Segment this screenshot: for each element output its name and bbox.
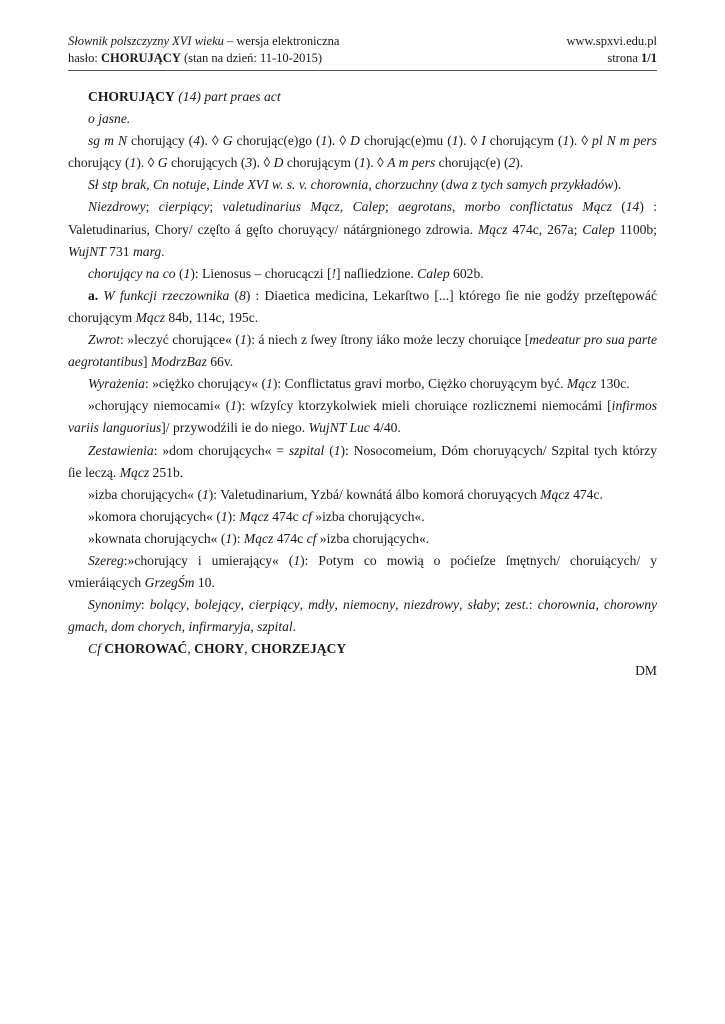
text-run: ): Potym co mowią o poćieſze ſmętnych/ choruiących/ y vmieráiących <box>68 552 657 591</box>
text-run: niezdrowy <box>403 597 460 613</box>
text-run: infirmaryja <box>188 619 251 635</box>
text-run: 1 <box>183 265 191 281</box>
zestawienia-section <box>68 440 657 484</box>
text-run: chorując(e)mu ( <box>359 133 452 149</box>
text-run: Zwrot <box>88 332 120 348</box>
usage-count: (14) <box>178 89 201 104</box>
text-run: cf <box>306 530 317 546</box>
text-run: ] <box>143 354 151 370</box>
text-run: chorujących ( <box>167 155 246 171</box>
text-run: ): wſzyſcy ktorzykolwiek mieli choruiące rozlicznemi niemocámi [ <box>236 398 612 414</box>
text-run: morbo conflictatus Mącz <box>464 199 612 215</box>
grammar-tag: part praes act <box>204 89 281 104</box>
text-run: ). ◊ <box>365 155 388 171</box>
text-run: Sł stp brak <box>88 177 147 193</box>
text-run: szpital <box>257 619 293 635</box>
text-run: ). ◊ <box>136 155 158 171</box>
text-run: ). <box>613 177 622 193</box>
text-run: I <box>481 133 486 149</box>
text-run: chorującym ( <box>283 155 359 171</box>
text-run: 1 <box>230 398 237 414</box>
text-run: ) : Valetudinarius, Chory/ częſto á gęſto choruyący/ nátárgnionego zdrowia. <box>68 199 657 237</box>
phonetic-note: o jasne. <box>88 111 131 127</box>
text-run: , <box>187 641 195 657</box>
text-run: ModrzBaz <box>150 354 207 370</box>
text-run: CHORZEJĄCY <box>251 641 347 657</box>
text-run: medeatur pro sua parte aegrotantibus <box>68 332 657 370</box>
text-run: Synonimy <box>88 597 141 613</box>
text-run: pl N m pers <box>592 133 657 149</box>
text-run: ). ◊ <box>252 155 274 171</box>
text-run: »izba chorujących«. <box>311 508 425 524</box>
text-run: chorującym ( <box>485 133 563 149</box>
text-run: cierpiący <box>158 199 210 215</box>
text-run: , <box>339 199 353 215</box>
phrase-usage <box>68 263 657 285</box>
text-run: chorując(e)go ( <box>232 133 321 149</box>
text-run: niemocny <box>343 597 396 613</box>
text-run: , <box>250 619 258 635</box>
text-run: »komora chorujących« ( <box>88 508 221 524</box>
zwrot-section <box>68 329 657 373</box>
text-run: 1 <box>220 508 228 524</box>
text-run: »izba chorujących«. <box>316 530 430 546</box>
text-run: ). <box>515 155 524 171</box>
text-run: Mącz <box>477 221 508 237</box>
text-run: Linde XVI w. s. v. chorownia <box>213 177 369 193</box>
text-run: ; <box>209 199 223 215</box>
text-run: , <box>299 597 309 613</box>
text-run: chorując(e) ( <box>435 155 509 171</box>
text-run: »chorujący niemocami« ( <box>88 398 231 414</box>
text-run: 8 <box>239 287 246 303</box>
text-run: ; <box>145 199 159 215</box>
text-run: Mącz <box>540 486 570 502</box>
text-run: 1 <box>239 332 247 348</box>
text-run: ): á niech z ſwey ſtrony iáko może leczy choruiące [ <box>246 332 530 348</box>
text-run: W funkcji rzeczownika <box>103 287 230 303</box>
text-run: 130c. <box>596 376 630 392</box>
text-run: 602b. <box>449 265 484 281</box>
text-run: 4 <box>193 133 200 149</box>
text-run: A m pers <box>387 155 436 171</box>
text-run: ): Lienosus – chorucączi [ <box>190 265 332 281</box>
text-run: ). ◊ <box>569 133 593 149</box>
text-run: 4/40. <box>369 420 401 436</box>
header-divider <box>68 70 657 71</box>
text-run: CHORY <box>194 641 245 657</box>
text-run: , <box>395 597 404 613</box>
entry-body <box>68 86 657 683</box>
text-run: Szereg <box>88 552 124 568</box>
text-run: »kownata chorujących« ( <box>88 530 226 546</box>
text-run: : <box>140 597 150 613</box>
text-run: słaby <box>467 597 497 613</box>
text-run: 1 <box>266 376 273 392</box>
text-run: WujNT <box>68 243 106 259</box>
text-run: ] naſliedzione. <box>336 265 418 281</box>
text-run: CHOROWAĆ <box>104 641 188 657</box>
text-run: ( <box>611 199 626 215</box>
text-run: ). ◊ <box>200 133 223 149</box>
text-run: G <box>222 133 233 149</box>
izba-entry <box>68 484 657 506</box>
text-run: 66v. <box>206 354 234 370</box>
text-run: Calep <box>582 221 615 237</box>
synonyms-section <box>68 594 657 638</box>
text-run: 1100b; <box>614 221 657 237</box>
entry-status: hasło: CHORUJĄCY (stan na dzień: 11-10-2015) <box>68 51 323 65</box>
text-run: ( <box>324 442 334 458</box>
entry-headword-line <box>68 86 657 108</box>
text-run: ( <box>175 265 184 281</box>
szereg-section <box>68 550 657 594</box>
text-run: ; <box>496 597 506 613</box>
sense-a <box>68 285 657 329</box>
meaning-definition <box>68 196 657 262</box>
text-run: 10. <box>194 575 215 591</box>
wyrazenia-section <box>68 373 657 395</box>
inflection-forms <box>68 130 657 174</box>
text-run: chorownia <box>537 597 596 613</box>
text-run: , <box>244 641 252 657</box>
text-run: »izba chorujących« ( <box>88 486 202 502</box>
text-run: bolejący <box>194 597 241 613</box>
text-run: Cn notuje <box>152 177 207 193</box>
text-run: 1 <box>333 442 341 458</box>
text-run: ). ◊ <box>458 133 482 149</box>
text-run: 731 <box>105 243 133 259</box>
text-run: , <box>181 619 189 635</box>
text-run: . <box>292 619 297 635</box>
text-run: ( <box>229 287 240 303</box>
text-run: chorowny gmach <box>68 597 658 635</box>
text-run: bolący <box>149 597 186 613</box>
text-run: , <box>452 199 465 215</box>
text-run: 1 <box>562 133 570 149</box>
text-run: dwa z tych samych przykładów <box>445 177 614 193</box>
text-run: Cf <box>88 641 101 657</box>
text-run: 1 <box>201 486 209 502</box>
text-run: ). ◊ <box>327 133 351 149</box>
text-run: a. <box>88 287 99 303</box>
text-run: 84b, 114c, 195c. <box>165 309 259 325</box>
text-run: 251b. <box>149 464 184 480</box>
text-run: : »dom chorujących« = <box>153 442 289 458</box>
dictionary-title: Słownik polszczyzny XVI wieku – wersja elektroniczna <box>68 34 340 48</box>
text-run: Niezdrowy <box>88 199 146 215</box>
text-run: aegrotans <box>398 199 453 215</box>
text-run: Calep <box>352 199 386 215</box>
text-run: ): <box>227 508 240 524</box>
text-run: 1 <box>451 133 459 149</box>
text-run: , <box>368 177 376 193</box>
text-run: szpital <box>288 442 325 458</box>
text-run: , <box>459 597 468 613</box>
cross-reference <box>68 638 657 660</box>
text-run: ( <box>437 177 446 193</box>
text-run: cierpiący <box>249 597 300 613</box>
text-run: , <box>185 597 195 613</box>
text-run: , <box>595 597 604 613</box>
text-run: Zestawienia <box>88 442 154 458</box>
text-run: GrzegŚm <box>144 575 195 591</box>
text-run: sg m N <box>88 133 128 149</box>
text-run: ): Valetudinarium, Yzbá/ kownátá álbo komorá choruyących <box>208 486 541 502</box>
text-run: Calep <box>417 265 450 281</box>
text-run: , <box>334 597 344 613</box>
text-run: ; <box>385 199 399 215</box>
text-run: WujNT Luc <box>308 420 370 436</box>
text-run: : »leczyć chorujące« ( <box>120 332 240 348</box>
text-run: zest. <box>505 597 529 613</box>
text-run: mdły <box>308 597 335 613</box>
text-run: 14 <box>625 199 640 215</box>
text-run: , <box>146 177 153 193</box>
text-run: chorzuchny <box>375 177 438 193</box>
text-run: valetudinarius Mącz <box>222 199 340 215</box>
page-number: strona 1/1 <box>607 51 657 65</box>
text-run: ) : Diaetica medicina, Lekarſtwo [...] którego ſie nie godźy przeſtępowáć chorującym <box>68 287 657 325</box>
text-run: Mącz <box>243 530 274 546</box>
text-run: 474c, 267a; <box>507 221 583 237</box>
text-run: dom chorych <box>111 619 182 635</box>
source-notes <box>68 174 657 196</box>
text-run: ): <box>232 530 244 546</box>
text-run: D <box>350 133 360 149</box>
text-run: G <box>157 155 168 171</box>
text-run: chorujący ( <box>68 155 130 171</box>
text-run: 474c. <box>569 486 603 502</box>
text-run: ! <box>331 265 337 281</box>
text-run: Mącz <box>119 464 150 480</box>
text-run: . <box>161 243 165 259</box>
text-run: : <box>528 597 538 613</box>
text-run: 1 <box>293 552 301 568</box>
page-header <box>68 33 657 71</box>
text-run: D <box>273 155 284 171</box>
text-run: chorujący na co <box>88 265 176 281</box>
text-run: chorujący ( <box>127 133 194 149</box>
text-run: Mącz <box>239 508 269 524</box>
text-run: marg <box>132 243 162 259</box>
wyrazenia-niemocami <box>68 395 657 439</box>
text-run: 1 <box>129 155 137 171</box>
text-run: 474c <box>268 508 303 524</box>
text-run: :»chorujący i umierający« ( <box>123 552 294 568</box>
text-run: Mącz <box>566 376 597 392</box>
text-run: ): Nosocomeium, Dóm choruyących/ Szpital tych którzy ſie leczą. <box>68 442 657 480</box>
text-run: 2 <box>508 155 516 171</box>
text-run: , <box>104 619 112 635</box>
text-run: Wyrażenia <box>88 376 145 392</box>
text-run: infirmos variis languorius <box>68 398 657 436</box>
site-url[interactable]: www.spxvi.edu.pl <box>566 34 657 48</box>
headword: CHORUJĄCY <box>88 89 175 104</box>
text-run: 1 <box>320 133 328 149</box>
text-run: ): Conflictatus gravi morbo, Ciężko choruyącym być. <box>272 376 567 392</box>
text-run: ]/ przywodźili ie do niego. <box>161 420 309 436</box>
text-run: , <box>206 177 213 193</box>
text-run: 474c <box>273 530 307 546</box>
text-run: : »ciężko chorujący« ( <box>144 376 267 392</box>
text-run: 1 <box>358 155 366 171</box>
komora-entry <box>68 506 657 528</box>
kownata-entry <box>68 528 657 550</box>
text-run: 3 <box>245 155 253 171</box>
text-run: cf <box>302 508 312 524</box>
text-run: , <box>240 597 250 613</box>
text-run: 1 <box>225 530 233 546</box>
text-run: Mącz <box>135 309 166 325</box>
author-initials: DM <box>635 663 657 679</box>
